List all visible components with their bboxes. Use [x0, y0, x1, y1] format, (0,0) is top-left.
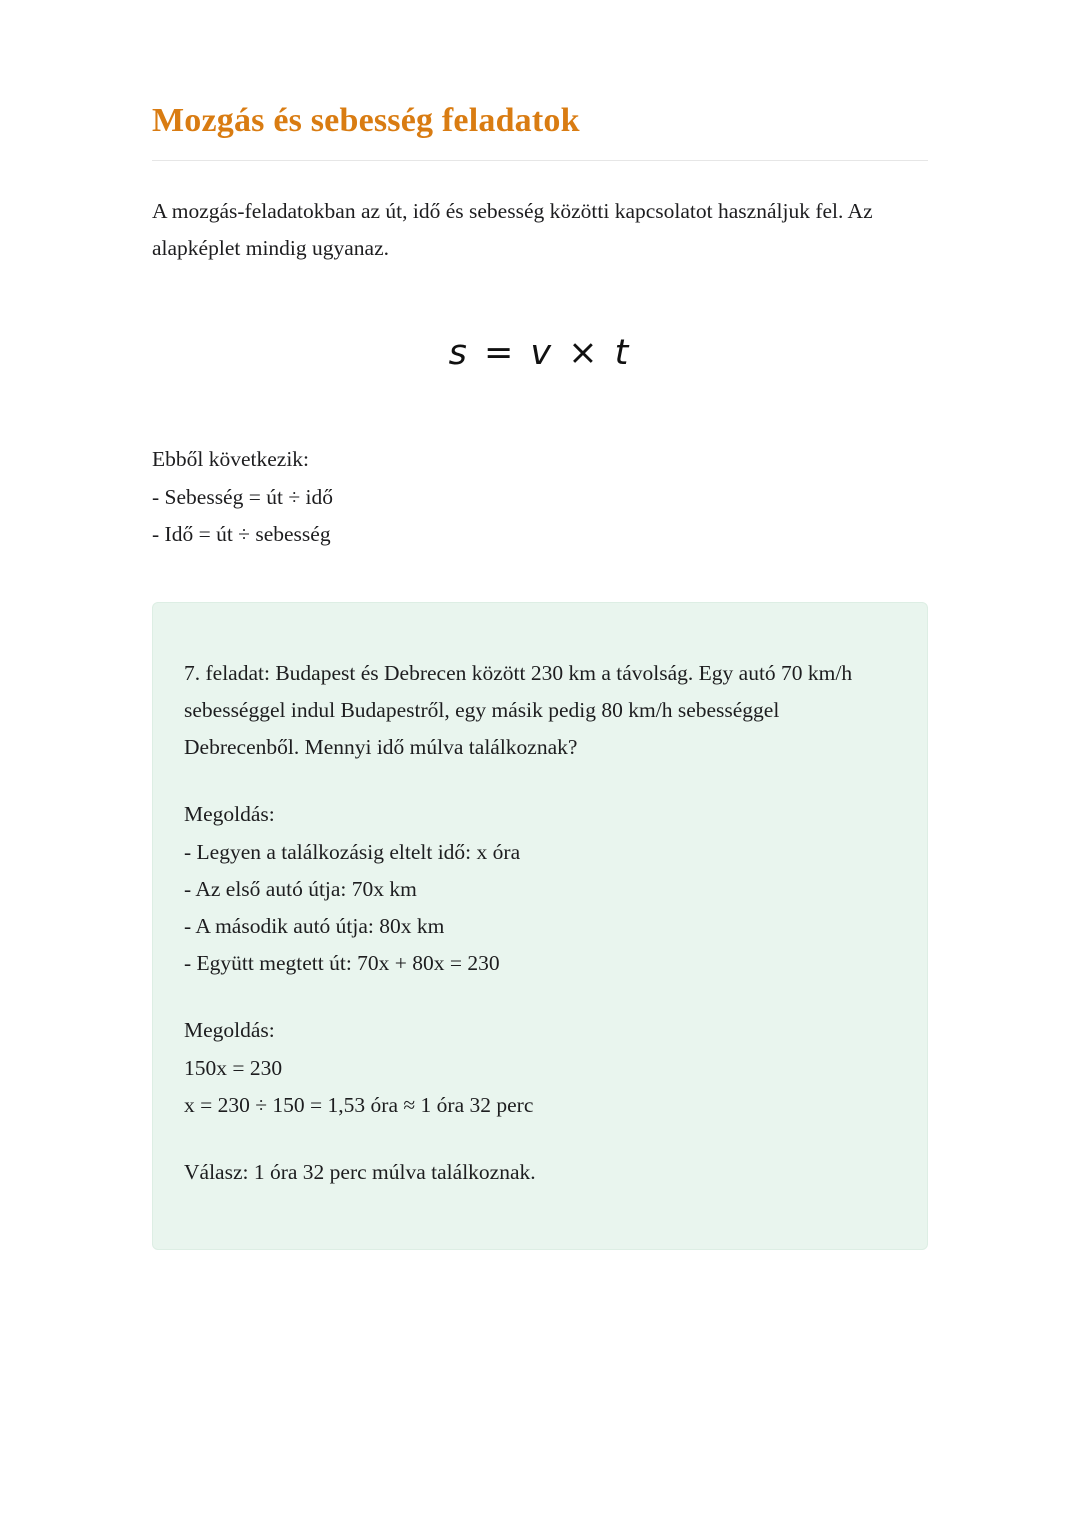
intro-paragraph: A mozgás-feladatokban az út, idő és sebesség közötti kapcsolatot használjuk fel. Az alapképlet mindig ugyanaz. [152, 199, 873, 260]
calc-line: x = 230 ÷ 150 = 1,53 óra ≈ 1 óra 32 perc [184, 1092, 534, 1117]
solution-label-2: Megoldás: [184, 1018, 275, 1043]
formula-text: s = v × t [448, 332, 632, 373]
title-divider [152, 160, 928, 161]
formula-container [152, 333, 928, 373]
follows-label: Ebből következik: [152, 446, 310, 471]
solution-step: - A második autó útja: 80x km [184, 913, 445, 938]
problem-statement: 7. feladat: Budapest és Debrecen között 230 km a távolság. Egy autó 70 km/h sebességgel indul Budapestről, egy másik pedig 80 km/h sebességgel Debrecenből. Mennyi idő múlva találkoznak? [184, 660, 853, 760]
page-title: Mozgás és sebesség feladatok [152, 102, 580, 139]
follows-item-speed: - Sebesség = út ÷ idő [152, 484, 333, 509]
calc-line: 150x = 230 [184, 1055, 283, 1080]
solution-label-1: Megoldás: [184, 802, 275, 827]
problem-box [152, 602, 928, 1250]
solution-step: - Együtt megtett út: 70x + 80x = 230 [184, 951, 500, 976]
answer-line: Válasz: 1 óra 32 perc múlva találkoznak. [184, 1159, 536, 1184]
solution-step: - Az első autó útja: 70x km [184, 876, 417, 901]
follows-item-time: - Idő = út ÷ sebesség [152, 522, 331, 547]
solution-step: - Legyen a találkozásig eltelt idő: x óra [184, 839, 521, 864]
